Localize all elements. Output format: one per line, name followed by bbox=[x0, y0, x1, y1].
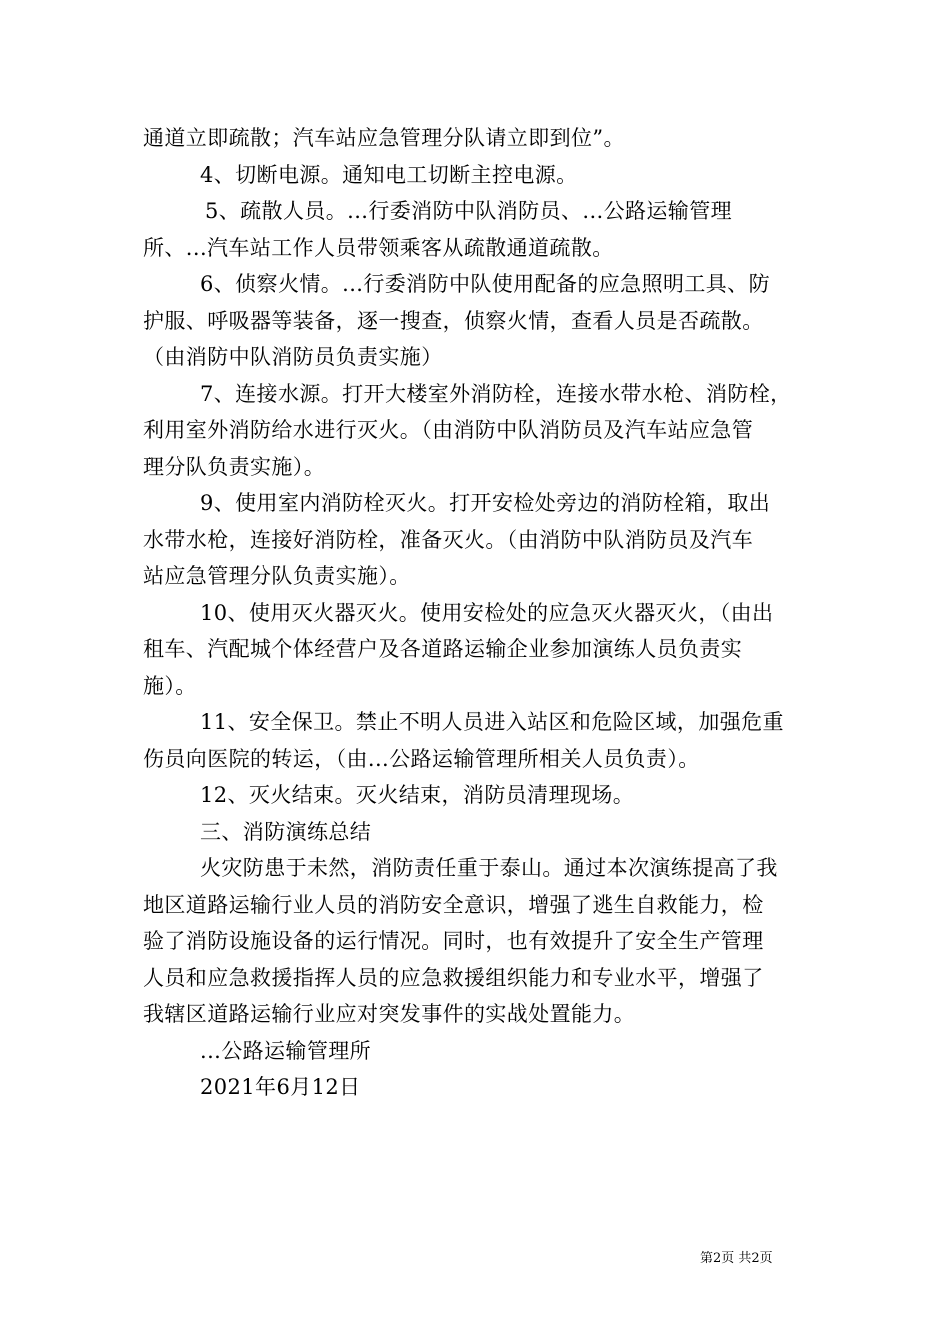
signature-org: ...公路运输管理所 bbox=[200, 1038, 372, 1063]
section-heading: 三、消防演练总结 bbox=[200, 819, 372, 844]
text-line: 7、连接水源。打开大楼室外消防栓，连接水带水枪、消防栓， bbox=[200, 381, 792, 406]
text-line: （由消防中队消防员负责实施） bbox=[143, 345, 443, 369]
page-number: 第2页 共2页 bbox=[700, 1251, 773, 1266]
text-line: 利用室外消防给水进行灭火。（由消防中队消防员及汽车站应急管 bbox=[143, 418, 754, 442]
signature-date: 2021年6月12日 bbox=[200, 1075, 361, 1099]
text-line: 通道立即疏散；汽车站应急管理分队请立即到位”。 bbox=[143, 126, 625, 150]
text-line: 5、疏散人员。...行委消防中队消防员、...公路运输管理 bbox=[205, 199, 733, 223]
text-line: 火灾防患于未然，消防责任重于泰山。通过本次演练提高了我 bbox=[200, 856, 778, 880]
text-line: 施）。 bbox=[143, 673, 197, 698]
document-body bbox=[143, 120, 808, 1106]
text-line: 伤员向医院的转运，（由...公路运输管理所相关人员负责）。 bbox=[143, 746, 700, 771]
text-line: 9、使用室内消防栓灭火。打开安检处旁边的消防栓箱，取出 bbox=[200, 491, 771, 515]
text-line: 护服、呼吸器等装备，逐一搜查，侦察火情，查看人员是否疏散。 bbox=[143, 308, 764, 333]
text-line: 水带水枪，连接好消防栓，准备灭火。（由消防中队消防员及汽车 bbox=[143, 527, 754, 552]
text-line: 验了消防设施设备的运行情况。同时，也有效提升了安全生产管理 bbox=[143, 929, 764, 953]
text-line: 10、使用灭火器灭火。使用安检处的应急灭火器灭火，（由出 bbox=[200, 600, 774, 625]
text-line: 12、灭火结束。灭火结束，消防员清理现场。 bbox=[200, 783, 635, 807]
text-line: 所、...汽车站工作人员带领乘客从疏散通道疏散。 bbox=[143, 235, 614, 260]
text-line: 6、侦察火情。...行委消防中队使用配备的应急照明工具、防 bbox=[200, 272, 770, 296]
text-line: 理分队负责实施）。 bbox=[143, 454, 326, 479]
text-line: 我辖区道路运输行业应对突发事件的实战处置能力。 bbox=[143, 1002, 636, 1026]
text-line: 站应急管理分队负责实施）。 bbox=[143, 564, 411, 588]
text-line: 地区道路运输行业人员的消防安全意识，增强了逃生自救能力，检 bbox=[143, 892, 764, 917]
text-line: 11、安全保卫。禁止不明人员进入站区和危险区域，加强危重 bbox=[200, 710, 784, 734]
text-line: 租车、汽配城个体经营户及各道路运输企业参加演练人员负责实 bbox=[143, 637, 743, 661]
text-line: 人员和应急救援指挥人员的应急救援组织能力和专业水平，增强了 bbox=[143, 965, 764, 990]
text-line: 4、切断电源。通知电工切断主控电源。 bbox=[200, 162, 578, 187]
